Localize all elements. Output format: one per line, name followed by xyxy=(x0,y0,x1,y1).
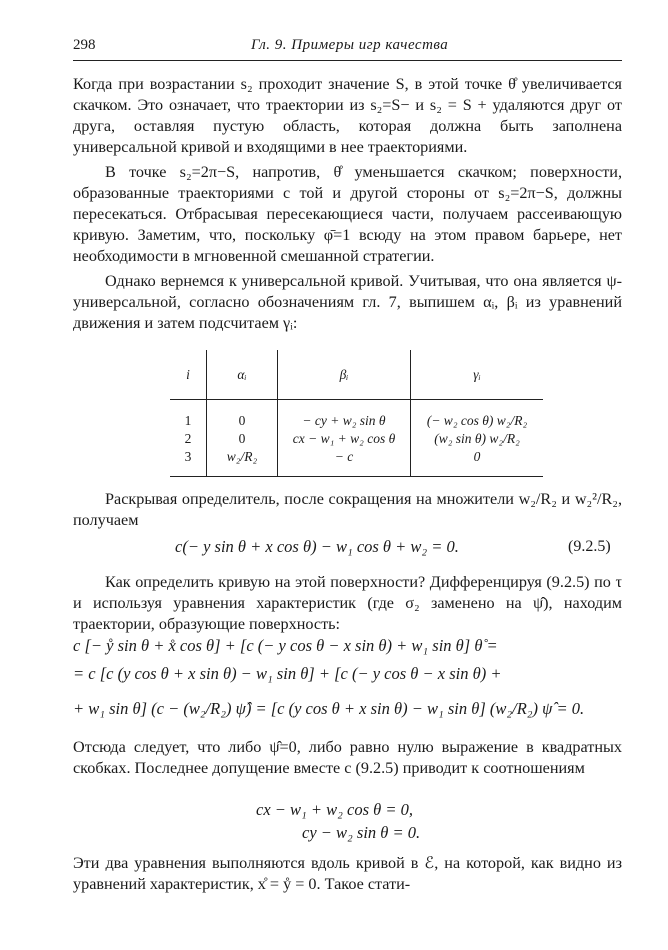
table-cell: 1 xyxy=(184,413,192,428)
table-header-cell: i xyxy=(170,350,207,400)
paragraph-1: Когда при возрастании s₂ проходит значение S, в этой точке θ̊ увеличивается скачком. Это означает, что траектории из s₂=S− и s₂ = S + удаляются друг от друга, оставляя пустую область, которая должна быть заполнена универсальной кривой и входящими в нее траекториями. xyxy=(73,75,622,156)
paragraph-2: В точке s₂=2π−S, напротив, θ̊ уменьшается скачком; поверхности, образованные траекториями с той и другой стороны от s₂=2π−S, должны пересекаться. Отбрасывая пересекающиеся части, получаем рассеивающую кривую. Заметим, что, поскольку φ̄=1 всюду на этом правом барьере, нет необходимости в мгновенной смешанной стратегии. xyxy=(73,163,622,265)
system-eq-2: cy − w₂ sin θ = 0. xyxy=(302,823,421,842)
table-cell: (w₂ sin θ) w₂/R₂ xyxy=(434,431,520,446)
table-cell: w₂/R₂ xyxy=(226,449,258,464)
table-header-cell: γᵢ xyxy=(411,350,544,400)
text-question xyxy=(73,572,622,635)
paragraph-question: Как определить кривую на этой поверхности? Дифференцируя (9.2.5) по τ и используя уравнения характеристик (где σ₂ заменено на ψ̂), находим траектории, образующие поверхность: xyxy=(73,573,622,633)
table-header-row xyxy=(170,350,543,400)
table-cell: 3 xyxy=(184,449,192,464)
header-rule xyxy=(73,60,622,61)
text-after-table xyxy=(73,489,622,531)
table-cell: cx − w₁ + w₂ cos θ xyxy=(292,431,396,446)
paragraph-final: Эти два уравнения выполняются вдоль кривой в ℰ, на которой, как видно из уравнений характеристик, x̊ = ẙ = 0. Такое стати- xyxy=(73,854,622,893)
table-col-alpha xyxy=(207,400,278,477)
table-cell: 0 xyxy=(238,413,246,428)
table-cell: 2 xyxy=(184,431,192,446)
table-col-beta xyxy=(278,400,411,477)
equation-9-2-5: c(− y sin θ + x cos θ) − w₁ cos θ + w₂ = 0. xyxy=(175,537,459,556)
paragraph-conclusion: Отсюда следует, что либо ψ̂=0, либо равно нулю выражение в квадратных скобках. Последнее допущение вместе с (9.2.5) приводит к соотношениям xyxy=(73,738,622,777)
table-header-cell: αᵢ xyxy=(207,350,278,400)
table-col-gamma xyxy=(411,400,544,477)
paragraph-3: Однако вернемся к универсальной кривой. Учитывая, что она является ψ-универсальной, согласно обозначениям гл. 7, выпишем αᵢ, βᵢ из уравнений движения и затем подсчитаем γᵢ: xyxy=(73,272,622,332)
system-eq-1: cx − w₁ + w₂ cos θ = 0, xyxy=(256,800,414,819)
coefficients-table xyxy=(170,350,543,477)
text-conclusion xyxy=(73,737,622,779)
equation-line-3: + w₁ sin θ] (c − (w₂/R₂) ψ̂) = [c (y cos θ + x sin θ) − w₁ sin θ] (w₂/R₂) ψ̂ = 0. xyxy=(73,699,585,718)
table-cell: (− w₂ cos θ) w₂/R₂ xyxy=(426,413,528,428)
equation-line-1: c [− ẙ sin θ + x̊ cos θ] + [c (− y cos θ − x sin θ) + w₁ sin θ] θ̊ = xyxy=(73,636,498,655)
table-cell: − cy + w₂ sin θ xyxy=(302,413,386,428)
table-col-i xyxy=(170,400,207,477)
table-cell: − c xyxy=(334,449,354,464)
table-cell: 0 xyxy=(238,431,246,446)
paragraph-determinant: Раскрывая определитель, после сокращения на множители w₂/R₂ и w₂²/R₂, получаем xyxy=(73,490,622,529)
table-cell: 0 xyxy=(473,449,481,464)
page-number: 298 xyxy=(73,37,96,53)
intro-text xyxy=(73,74,622,334)
table-body xyxy=(170,400,543,477)
text-final xyxy=(73,853,622,895)
equation-line-2: = c [c (y cos θ + x sin θ) − w₁ sin θ] + [c (− y cos θ − x sin θ) + xyxy=(73,664,502,683)
table-header-cell: βᵢ xyxy=(278,350,411,400)
equation-number: (9.2.5) xyxy=(568,538,611,555)
running-title: Гл. 9. Примеры игр качества xyxy=(251,37,449,53)
